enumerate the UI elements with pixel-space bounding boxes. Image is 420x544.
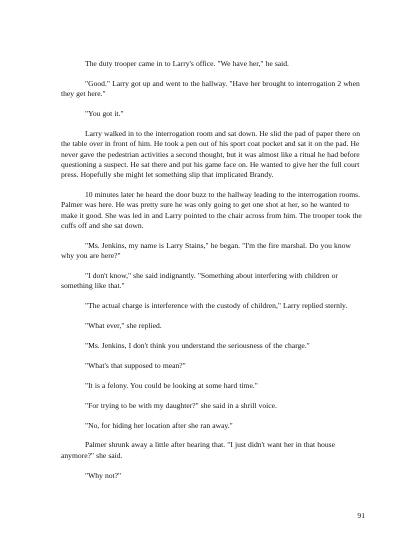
paragraph: "It is a felony. You could be looking at some hard time." bbox=[85, 380, 258, 390]
paragraph: "The actual charge is interference with the custody of children," Larry replied sternly. bbox=[85, 301, 348, 311]
paragraph: "Why not?" bbox=[85, 470, 122, 480]
body-text bbox=[61, 59, 365, 491]
paragraph: "No, for hiding her location after she ran away." bbox=[85, 420, 233, 430]
paragraph: "Ms. Jenkins, I don't think you understand the seriousness of the charge." bbox=[85, 340, 310, 350]
paragraph: "I don't know," she said indignantly. "Something about interfering with children or something like that." bbox=[61, 271, 338, 291]
paragraph: Palmer shrunk away a little after hearing that. "I just didn't want her in that house anymore?" she said. bbox=[61, 440, 335, 460]
paragraph: The duty trooper came in to Larry's office. "We have her," he said. bbox=[85, 59, 289, 68]
paragraph: "What ever," she replied. bbox=[85, 321, 162, 331]
paragraph: "For trying to be with my daughter?" she said in a shrill voice. bbox=[85, 400, 277, 410]
paragraph: "What's that supposed to mean?" bbox=[85, 360, 186, 370]
page-number: 91 bbox=[357, 511, 365, 520]
paragraph: Larry walked in to the interrogation room and sat down. He slid the pad of paper there on the table over in front of him. He took a pen out of his sport coat pocket and sat it on the pad. He never gave the pedestrian activities a second thought, but it was almost like a ritual he had before questioning a suspect. He sat there and put his game face on. He wanted to give her the full court press. Hopefully she might let something slip that implicated Brandy. bbox=[61, 128, 361, 180]
paragraph: "Ms. Jenkins, my name is Larry Stains," he began. "I'm the fire marshal. Do you know why you are here?" bbox=[61, 240, 351, 261]
paragraph: "Good." Larry got up and went to the hallway. "Have her brought to interrogation 2 when they get here." bbox=[61, 78, 360, 99]
paragraph: "You got it." bbox=[85, 109, 124, 119]
paragraph: 10 minutes later he heard the door buzz to the hallway leading to the interrogation rooms. Palmer was here. He was pretty sure he was only going to get one shot at her, so he wanted to make it good. She was led in and Larry pointed to the chair across from him. The trooper took the cuffs off and she sat down. bbox=[61, 190, 362, 230]
